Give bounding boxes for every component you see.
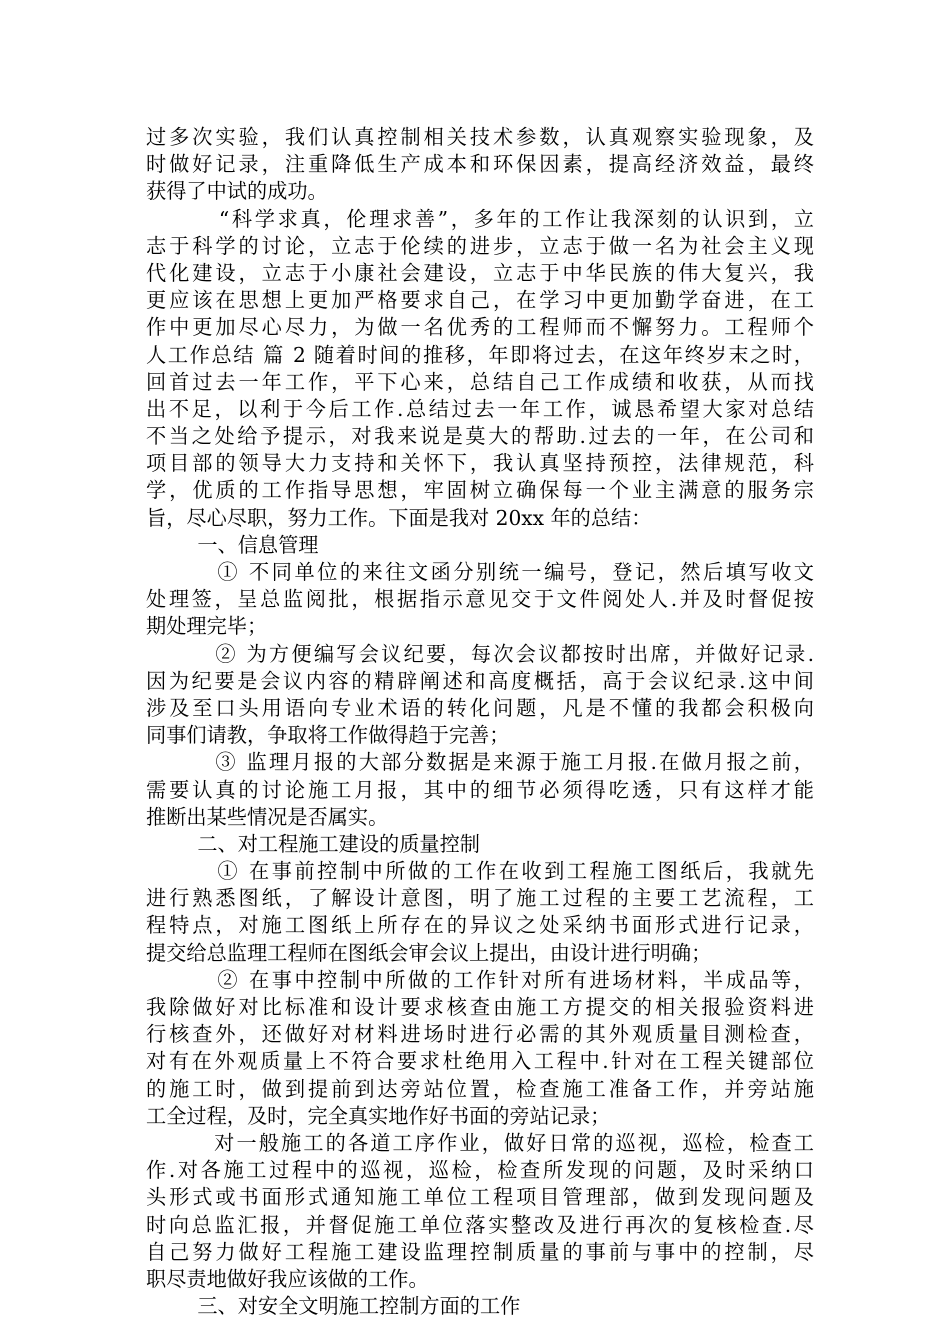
text-line: 出不足，以利于今后工作.总结过去一年工作，诚恳希望大家对总结 — [146, 396, 814, 421]
text-line: 三、对安全文明施工控制方面的工作 — [146, 1294, 521, 1319]
text-line: 获得了中试的成功。 — [146, 179, 328, 204]
text-line: 头形式或书面形式通知施工单位工程项目管理部，做到发现问题及 — [146, 1185, 814, 1210]
text-line: 人工作总结 篇 2 随着时间的推移，年即将过去，在这年终岁末之时， — [146, 342, 814, 367]
text-line: 一、信息管理 — [146, 532, 319, 557]
text-line: 进行熟悉图纸，了解设计意图，明了施工过程的主要工艺流程，工 — [146, 886, 814, 911]
text-line: 推断出某些情况是否属实。 — [146, 804, 389, 829]
text-line: 作.对各施工过程中的巡视，巡检，检查所发现的问题，及时采纳口 — [146, 1158, 814, 1183]
text-line: ② 在事中控制中所做的工作针对所有进场材料，半成品等， — [146, 967, 814, 992]
text-line: ① 在事前控制中所做的工作在收到工程施工图纸后，我就先 — [146, 859, 814, 884]
text-line: 志于科学的讨论，立志于伦续的进步，立志于做一名为社会主义现 — [146, 233, 814, 258]
text-line: ① 不同单位的来往文函分别统一编号，登记，然后填写收文 — [146, 560, 814, 584]
text-line: 自己努力做好工程施工建设监理控制质量的事前与事中的控制，尽 — [146, 1239, 814, 1264]
text-line: 时做好记录，注重降低生产成本和环保因素，提高经济效益，最终 — [146, 152, 814, 177]
text-line: 我除做好对比标准和设计要求核查由施工方提交的相关报验资料进 — [146, 995, 814, 1019]
text-line: 学，优质的工作指导思想，牢固树立确保每一个业主满意的服务宗 — [146, 478, 814, 503]
text-line: 不当之处给予提示，对我来说是莫大的帮助.过去的一年，在公司和 — [146, 424, 814, 449]
text-line: 期处理完毕； — [146, 614, 268, 639]
text-line: ③ 监理月报的大部分数据是来源于施工月报.在做月报之前， — [146, 750, 814, 775]
text-line: 因为纪要是会议内容的精辟阐述和高度概括，高于会议纪录.这中间 — [146, 668, 814, 693]
text-line: ② 为方便编写会议纪要，每次会议都按时出席，并做好记录. — [146, 641, 814, 666]
text-line: 对有在外观质量上不符合要求杜绝用入工程中.针对在工程关键部位 — [146, 1049, 814, 1074]
text-line: 职尽责地做好我应该做的工作。 — [146, 1266, 429, 1291]
text-line: 提交给总监理工程师在图纸会审会议上提出，由设计进行明确； — [146, 940, 712, 965]
text-line: 更应该在思想上更加严格要求自己，在学习中更加勤学奋进，在工 — [146, 288, 814, 313]
text-line: 时向总监汇报，并督促施工单位落实整改及进行再次的复核检查.尽 — [146, 1212, 814, 1237]
text-line: 涉及至口头用语向专业术语的转化问题，凡是不懂的我都会积极向 — [146, 695, 814, 720]
text-line: 旨，尽心尽职，努力工作。下面是我对 20xx 年的总结： — [146, 505, 652, 530]
text-line: 的施工时，做到提前到达旁站位置，检查施工准备工作，并旁站施 — [146, 1076, 814, 1101]
text-line: 工全过程，及时，完全真实地作好书面的旁站记录； — [146, 1103, 611, 1128]
text-line: 作中更加尽心尽力，为做一名优秀的工程师而不懈努力。工程师个 — [146, 315, 814, 340]
text-line: 过多次实验，我们认真控制相关技术参数，认真观察实验现象，及 — [146, 125, 814, 149]
document-body — [146, 124, 814, 1320]
text-line: 二、对工程施工建设的质量控制 — [146, 831, 480, 856]
text-line: 项目部的领导大力支持和关怀下，我认真坚持预控，法律规范，科 — [146, 451, 814, 476]
text-line: 需要认真的讨论施工月报，其中的细节必须得吃透，只有这样才能 — [146, 777, 814, 802]
text-line: 对一般施工的各道工序作业，做好日常的巡视，巡检，检查工 — [146, 1130, 814, 1155]
text-line: 同事们请教，争取将工作做得趋于完善； — [146, 723, 510, 748]
text-line: 行核查外，还做好对材料进场时进行必需的其外观质量目测检查， — [146, 1022, 814, 1047]
text-line: 回首过去一年工作，平下心来，总结自己工作成绩和收获，从而找 — [146, 369, 814, 394]
text-line: 程特点，对施工图纸上所存在的异议之处采纳书面形式进行记录， — [146, 913, 814, 938]
text-line: 处理签，呈总监阅批，根据指示意见交于文件阅处人.并及时督促按 — [146, 587, 814, 612]
text-line: 代化建设，立志于小康社会建设，立志于中华民族的伟大复兴，我 — [146, 260, 814, 285]
text-line: “科学求真，伦理求善”，多年的工作让我深刻的认识到，立 — [146, 206, 814, 231]
